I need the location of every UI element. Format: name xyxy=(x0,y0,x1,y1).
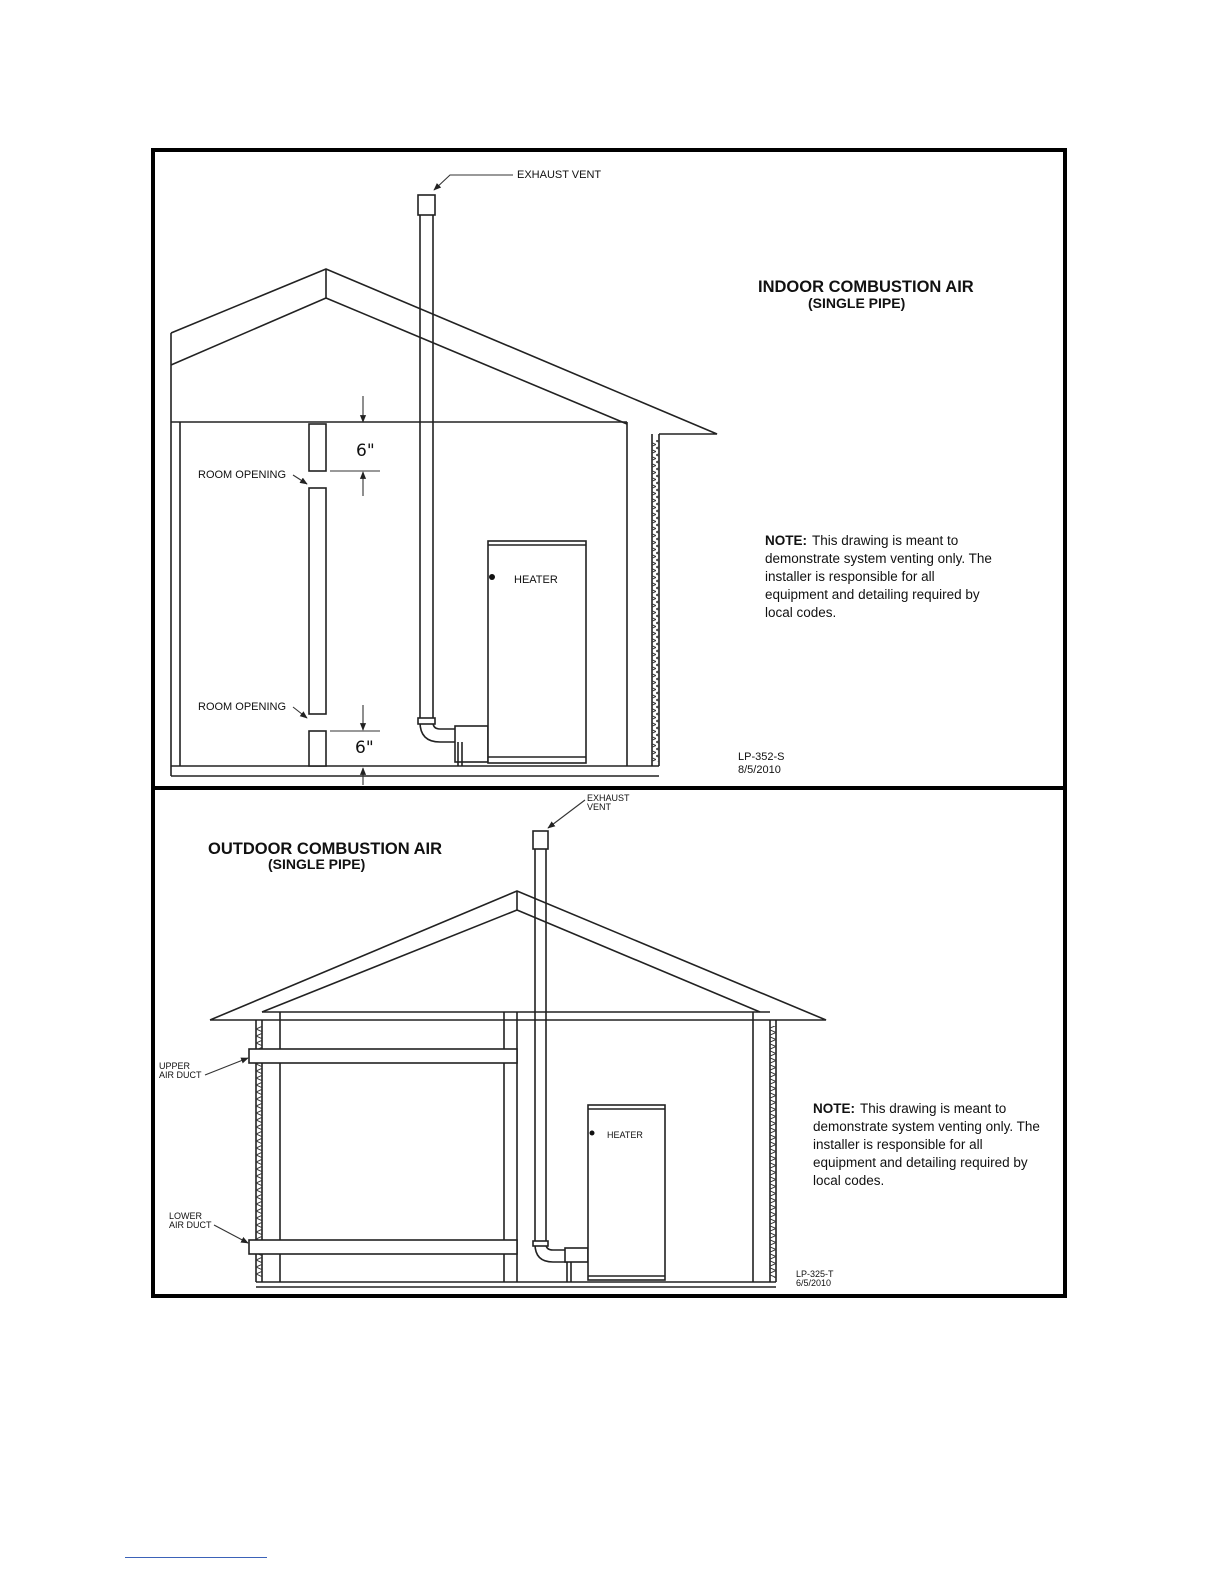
outdoor-note-bold: NOTE: xyxy=(813,1101,855,1116)
indoor-drawing-date: 8/5/2010 xyxy=(738,764,781,776)
indoor-exhaust-pipe xyxy=(418,195,488,766)
indoor-subtitle: (SINGLE PIPE) xyxy=(808,295,906,311)
outdoor-drawing-date: 6/5/2010 xyxy=(796,1278,832,1288)
dim-label-upper: 6" xyxy=(356,441,375,461)
outdoor-heater xyxy=(588,1105,665,1280)
indoor-diagram xyxy=(153,150,1065,788)
indoor-note-line-2: demonstrate system venting only. The xyxy=(765,551,992,566)
outdoor-exhaust-label-2: VENT xyxy=(587,802,612,812)
room-opening-upper-label: ROOM OPENING xyxy=(198,469,287,481)
interior-wall-bottom xyxy=(309,731,326,766)
outdoor-note-line-5: local codes. xyxy=(813,1173,885,1188)
upper-air-duct xyxy=(249,1049,517,1063)
outdoor-right-wall-hatch xyxy=(770,1026,776,1278)
indoor-frame xyxy=(153,150,1065,788)
indoor-note-line-5: local codes. xyxy=(765,605,837,620)
outdoor-note-line-1: This drawing is meant to xyxy=(860,1101,1007,1116)
outdoor-heater-label: HEATER xyxy=(607,1130,643,1140)
lower-air-duct xyxy=(249,1240,517,1254)
outdoor-exhaust-pipe xyxy=(533,831,588,1282)
interior-wall-middle xyxy=(309,488,326,714)
interior-wall-top xyxy=(309,424,326,471)
indoor-heater-label: HEATER xyxy=(514,574,558,586)
indoor-note-bold: NOTE: xyxy=(765,533,807,548)
indoor-note-line-4: equipment and detailing required by xyxy=(765,587,980,602)
upper-duct-label-1: UPPER xyxy=(159,1061,191,1071)
indoor-heater xyxy=(488,541,586,763)
indoor-roof xyxy=(171,269,717,776)
outdoor-title: OUTDOOR COMBUSTION AIR xyxy=(208,840,443,858)
outdoor-diagram xyxy=(153,788,1065,1296)
dim-label-lower: 6" xyxy=(355,738,374,758)
lower-duct-label-2: AIR DUCT xyxy=(169,1220,212,1230)
indoor-dimension-upper xyxy=(330,396,380,496)
outdoor-note-line-4: equipment and detailing required by xyxy=(813,1155,1028,1170)
lower-duct-label-1: LOWER xyxy=(169,1211,203,1221)
outdoor-drawing-code: LP-325-T xyxy=(796,1269,834,1279)
outdoor-roof xyxy=(210,891,826,1020)
room-opening-lower-label: ROOM OPENING xyxy=(198,701,287,713)
upper-duct-label-2: AIR DUCT xyxy=(159,1070,202,1080)
indoor-note xyxy=(765,533,992,620)
outdoor-subtitle: (SINGLE PIPE) xyxy=(268,856,366,872)
indoor-drawing-code: LP-352-S xyxy=(738,751,785,763)
footnote-separator xyxy=(125,1557,267,1558)
outdoor-note-line-2: demonstrate system venting only. The xyxy=(813,1119,1040,1134)
indoor-note-line-1: This drawing is meant to xyxy=(812,533,959,548)
indoor-note-line-3: installer is responsible for all xyxy=(765,569,935,584)
outdoor-note xyxy=(813,1101,1040,1188)
outdoor-note-line-3: installer is responsible for all xyxy=(813,1137,983,1152)
outdoor-exhaust-label-1: EXHAUST xyxy=(587,793,630,803)
indoor-dimension-lower xyxy=(330,705,380,785)
indoor-exhaust-label: EXHAUST VENT xyxy=(517,169,602,181)
indoor-exterior-wall-hatch xyxy=(652,440,659,762)
indoor-title: INDOOR COMBUSTION AIR xyxy=(758,278,974,296)
